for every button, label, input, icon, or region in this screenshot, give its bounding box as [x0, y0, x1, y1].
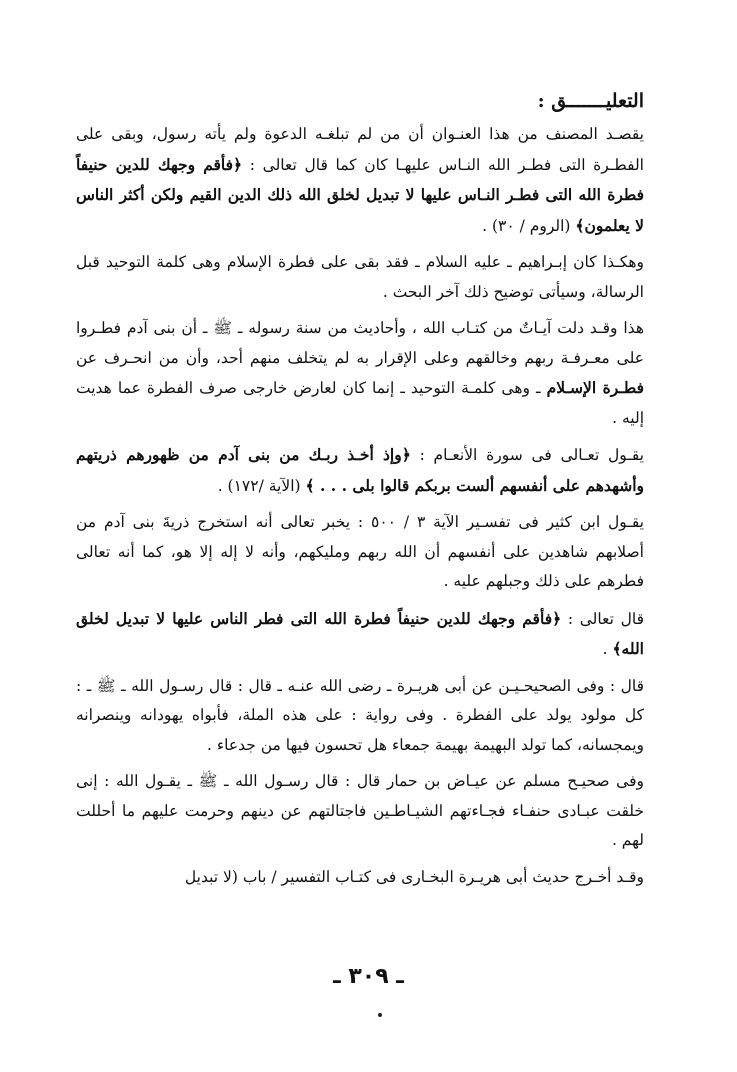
quoted-verse: ﴿وإذ أخـذ ربـك من بنى آدم من ظهورهم ذريتهم وأشهدهم على أنفسهم ألست بربكم قالوا بلى . . . ﴾ [76, 445, 644, 495]
paragraphs-container [76, 120, 644, 892]
paragraph [76, 440, 644, 501]
section-heading: التعليـــــــق : [537, 90, 644, 112]
paragraph-text: (الآية /١٧٢) . [217, 476, 306, 495]
quoted-verse: ﴿فأقم وجهك للدين حنيفاً فطرة الله التى فطر الناس عليها لا تبديل لخلق الله﴾ [76, 608, 644, 658]
paragraph [76, 672, 644, 761]
paragraph-text: ـ وهى كلمـة التوحيد ـ إنما كان لعارض خارجى صرف الفطرة عما هديت إليه . [76, 379, 644, 427]
paragraph-text: (الروم / ٣٠) . [482, 216, 576, 235]
paragraph-text: يقـول ابن كثير فى تفسـير الآية ٣ / ٥٠٠ : يخبر تعالى أنه استخرج ذريةَ بنى آدم من أصلابهم شاهدين على أنفسهم أن الله ربهم ومليكهم، وأنه لا إله إلا هو، كما أنه تعالى فطرهم على ذلك وجبلهم عليه . [76, 513, 644, 590]
paragraph-text: وهكـذا كان إبـراهيم ـ عليه السلام ـ فقد بقى على فطرة الإسلام وهى كلمة التوحيد قبل الرسالة، وسيأتى توضيح ذلك آخر البحث . [76, 253, 644, 301]
page-body [76, 86, 644, 899]
paragraph-text: قال : وفى الصحيحـيـن عن أبى هريـرة ـ رضى الله عنـه ـ قال : قال رسـول الله ـ ﷺ ـ : كل مولود يولد على الفطرة . وفى رواية : على هذه الملة، فأبواه يهودانه وينصرانه ويمجسانه، كما تولد البهيمة بهيمة جمعاء هل تحسون فيها من جدعاء . [76, 676, 644, 754]
paragraph-text: يقصـد المصنف من هذا العنـوان أن من لم تبلغـه الدعوة ولم يأته رسول، وبقى على الفطـرة التى فطـر الله النـاس عليهـا كان كما قال تعالى : [76, 125, 644, 174]
quoted-verse: فطـرة الإسـلام [546, 378, 644, 397]
paragraph [76, 863, 644, 893]
paragraph [76, 604, 644, 665]
paragraph-text: . [602, 640, 613, 658]
paragraph-text: يقـول تعـالى فى سورة الأنعـام : [410, 446, 644, 464]
paragraph-text: وفى صحيـح مسلم عن عيـاض بن حمار قال : قال رسـول الله ـ ﷺ ـ يقـول الله : إنى خلقت عبـادى حنفـاء فجـاءتهم الشيـاطـين فاجتالتهم عن دينهم وحرمت عليهم ما أحللت لهم . [76, 772, 644, 849]
paragraph [76, 120, 644, 241]
paragraph-text: وقـد أخـرج حديث أبى هريـرة البخـارى فى كتـاب التفسير / باب (لا تبديل [184, 867, 644, 886]
paragraph [76, 314, 644, 433]
paragraph-text: هذا وقـد دلت آيـاتٌ من كتـاب الله ، وأحاديث من سنة رسوله ـ ﷺ ـ أن بنى آدم فطـروا على معـرفـة ربهم وخالقهم وعلى الإقرار به لم يتخلف منهم أحد، وأن من انحـرف عن [76, 319, 644, 367]
page-number: ـ ٣٠٩ ـ [333, 964, 404, 989]
quoted-verse: ﴿فأقم وجهك للدين حنيفاً فطرة الله التى فطـر النـاس عليها لا تبديل لخلق الله ذلك الدين القيم ولكن أكثر الناس لا يعلمون﴾ [76, 154, 644, 235]
page-mark-dot [378, 1013, 382, 1017]
paragraph [76, 508, 644, 597]
paragraph-text: قال تعالى : [561, 609, 644, 628]
paragraph [76, 248, 644, 307]
paragraph [76, 767, 644, 856]
